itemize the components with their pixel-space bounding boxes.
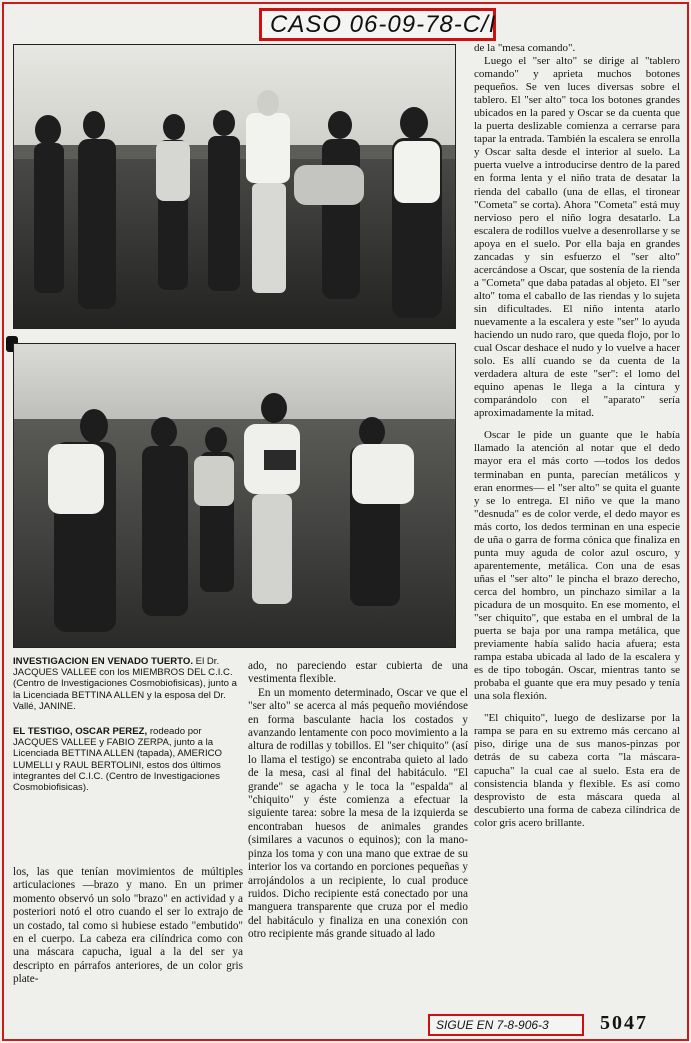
caption-photo2-body: rodeado por JACQUES VALLEE y FABIO ZERPA, junto a la Licenciada BETTINA ALLEN (tapada), AMERICO LUMELLI y RAUL BERTOLINI, estos dos últimos integrantes del C.I.C. (Centro de Investigaciones Cosmobiofisicas).: [13, 726, 223, 794]
caption-photo1-lead: INVESTIGACION EN VENADO TUERTO.: [13, 656, 193, 667]
page-number: 5047: [600, 1012, 648, 1034]
caption-photo2-lead: EL TESTIGO, OSCAR PEREZ,: [13, 726, 148, 738]
col1-paragraph: los, las que tenían movimientos de múltiples articulaciones —brazo y mano. En un primer momento observó un solo "brazo" en actividad y a posteriori notó el otro cuando el ser lo extrajo de un costado, tal como si hubiese estado "embutido" en el cuerpo. La cabeza era cilíndrica como con una máscara capucha, igual a la del ser ya descripto en párrafos anteriores, de un color gris plate-: [13, 866, 243, 986]
caption-photo1-body: El Dr. JACQUES VALLEE con los MIEMBROS DEL C.I.C. (Centro de Investigaciones Cosmobiofisicas), junto a la Licenciada BETTINA ALLEN y la esposa del Dr. Vallé, JANINE.: [13, 656, 237, 712]
col3-paragraph: Oscar le pide un guante que le había llamado la atención al notar que el dedo mayor era el más corto —todos los dedos terminaban en punta, parecían metálicos y eran enormes— el "ser alto" se quita el guante y se lo entrega. El niño ve que la mano "desnuda" es de color verde, el dedo mayor es más corto, los dedos terminan en una especie de uña o garra de forma cónica que finaliza en punta muy aguda de color azul oscuro, y aparentemente, metálica. Con una de esas uñas el "ser alto" le pincha el brazo derecho, cerca del hombro, un pinchazo similar a la picadura de un mosquito. En ese momento, el "ser chiquito", que estaba en el umbral de la puerta se baja por una rampa metálica, que previamente había salido hacia afuera; esta rampa estaba ubicada al lado de la escalera y es de tipo tobogán. Oscar, mientras tanto se probaba el guante que era muy pesado y tenía una sola flexión.: [474, 429, 680, 703]
caption-photo2: [13, 726, 243, 793]
photo-witness-oscar-perez: [13, 343, 456, 648]
col3-paragraph: Luego el "ser alto" se dirige al "tablero comando" y aprieta muchos botones pequeños. Se ven luces diversas sobre el tablero. El "ser alto" toca los botones grandes ubicados en la pared y Oscar se da cuenta que la puerta deslizable comienza a cerrarse para tapar la entrada. También la escalera se enrolla y Oscar salta desde el interior al suelo. La puerta vuelve a introducirse dentro de la pared en forma lenta y el niño trata de desatar la rienda del caballo (una de ellas, el tironear "Cometa" se corta). Ahora "Cometa" está muy nervioso pero el niño logra desatarlo. La escalera de rodillos vuelve a desenrollarse y se apoya en el suelo. Por ella baja en grandes zancadas y sin esfuerzo el "ser alto" acercándose a Oscar, que sostenía de la rienda a "Cometa" que daba patadas al objeto. El "ser alto" toma el caballo de las riendas y lo sujeta sin dificultades. El niño intenta atarlo nuevamente a la escalera y este "ser" lo ayuda haciendo un nudo raro, que queda flojo, por lo cual Oscar deshace el nudo y lo vuelve a hacer solo. Es allí cuando se da cuenta de la verdadera altura de este "ser": el lomo del equino apenas le llega a la cintura y comparándolo con el "aparato" sería aproximadamente la mitad.: [474, 55, 680, 420]
article-column-1: [13, 866, 243, 1012]
col3-paragraph: de la "mesa comando".: [474, 42, 576, 54]
col3-paragraph: "El chiquito", luego de deslizarse por la rampa se para en su extremo más cercano al piso, dirige una de sus manos-pinzas por detrás de su cabeza corta "la máscara-capucha" la cual cae al suelo. Esta era de consistencia blanda y flexible. Es así como desprovisto de esta máscara queda al descubierto una forma de cabeza cilíndrica de color gris acero brillante.: [474, 712, 680, 829]
article-column-3: [474, 42, 680, 1012]
photo-investigation-group-image: [14, 45, 456, 329]
footer-stamp: SIGUE EN 7-8-906-3: [428, 1014, 584, 1036]
article-column-2: [248, 660, 468, 1040]
photo-investigation-group: [13, 44, 456, 329]
photo-witness-oscar-perez-image: [14, 344, 456, 648]
caption-photo1: [13, 656, 243, 712]
col2-paragraph: ado, no pareciendo estar cubierta de una vestimenta flexible.: [248, 660, 468, 686]
case-stamp: CASO 06-09-78-C/I: [259, 8, 496, 41]
photo-captions: [13, 656, 243, 826]
col2-paragraph: En un momento determinado, Oscar ve que el "ser alto" se acerca al más pequeño moviéndose en forma basculante hacia los costados y avanzando lentamente con poco movimiento a la altura de rodillas y tobillos. El "ser chiquito" (así lo llama el testigo) se encontraba quieto al lado de la mesa, casi al final del habitáculo. "El grande" se agacha y le toca la "espalda" al "chiquito" y éste comienza a efectuar la siguiente tarea: sobre la mesa de la izquierda se encontraban huesos de animales grandes (similares a vacunos o equinos); con la mano-pinza los toma y con una mano que extrae de su interior los va cortando en porciones pequeñas y arrojándolos a un recipiente, lo cual produce ruidos. Dicho recipiente está conectado por una manguera transparente que cruza por el medio del habitáculo y finaliza en una conexión con otro recipiente más grande situado al lado: [248, 686, 468, 941]
